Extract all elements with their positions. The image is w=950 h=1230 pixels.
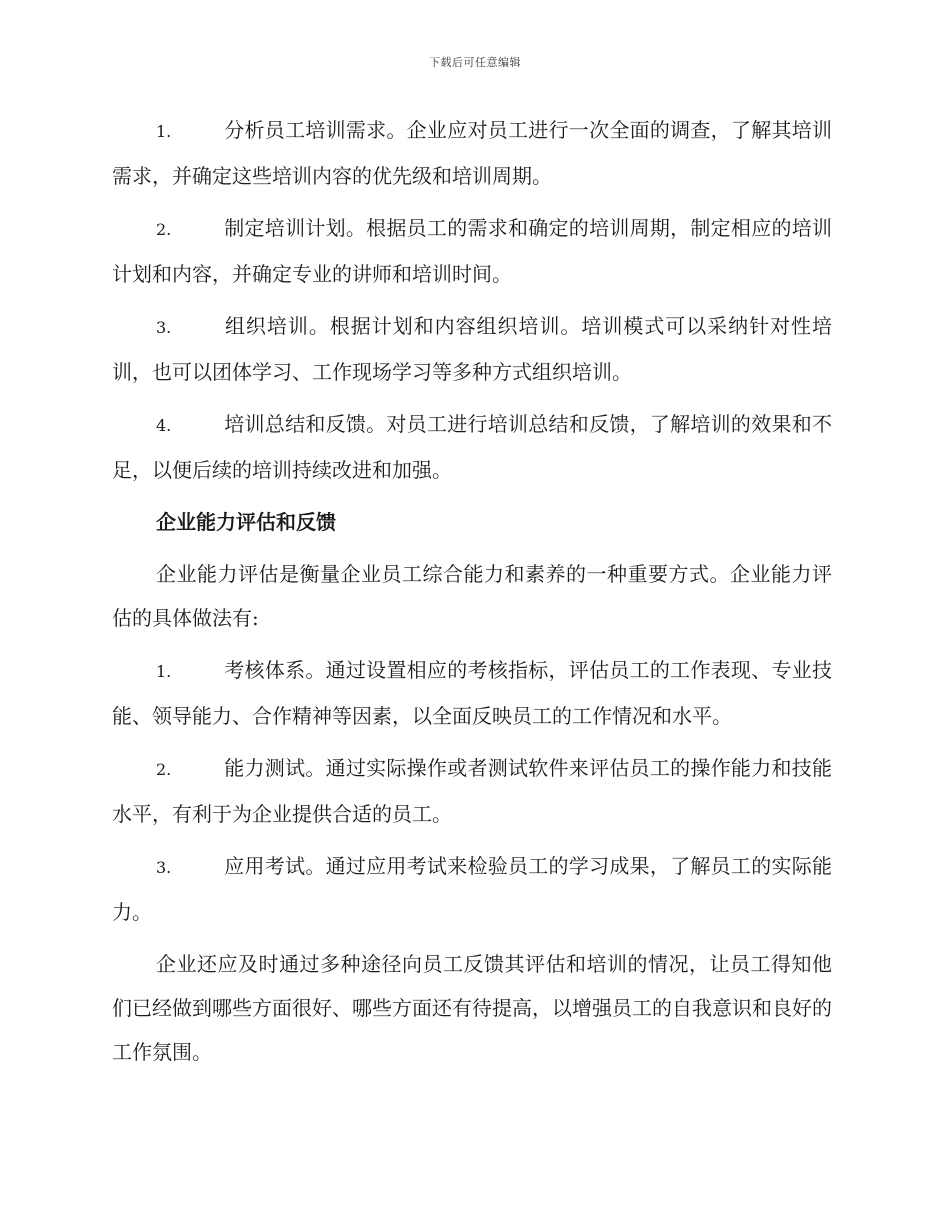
list-number: 1. bbox=[156, 122, 172, 141]
list-text: 组织培训。根据计划和内容组织培训。培训模式可以采纳针对性培训，也可以团体学习、工作现场学习等多种方式组织培训。 bbox=[112, 314, 832, 384]
section-heading: 企业能力评估和反馈 bbox=[156, 510, 336, 534]
evaluation-item-2 bbox=[112, 746, 832, 836]
list-text: 能力测试。通过实际操作或者测试软件来评估员工的操作能力和技能水平，有利于为企业提供合适的员工。 bbox=[112, 756, 832, 826]
list-text: 应用考试。通过应用考试来检验员工的学习成果，了解员工的实际能力。 bbox=[112, 854, 832, 924]
list-number: 2. bbox=[156, 220, 172, 239]
training-step-4 bbox=[112, 402, 832, 492]
training-step-2 bbox=[112, 206, 832, 296]
list-text: 考核体系。通过设置相应的考核指标，评估员工的工作表现、专业技能、领导能力、合作精神等因素，以全面反映员工的工作情况和水平。 bbox=[112, 658, 832, 728]
evaluation-item-3 bbox=[112, 844, 832, 934]
training-step-1 bbox=[112, 108, 832, 198]
evaluation-item-1 bbox=[112, 648, 832, 738]
training-step-3 bbox=[112, 304, 832, 394]
list-number: 3. bbox=[156, 858, 172, 877]
list-number: 1. bbox=[156, 662, 172, 681]
list-number: 4. bbox=[156, 416, 172, 435]
list-number: 2. bbox=[156, 760, 172, 779]
list-number: 3. bbox=[156, 318, 172, 337]
list-text: 分析员工培训需求。企业应对员工进行一次全面的调查，了解其培训需求，并确定这些培训内容的优先级和培训周期。 bbox=[112, 118, 832, 188]
document-body bbox=[112, 108, 832, 1082]
closing-paragraph: 企业还应及时通过多种途径向员工反馈其评估和培训的情况，让员工得知他们已经做到哪些方面很好、哪些方面还有待提高，以增强员工的自我意识和良好的工作氛围。 bbox=[112, 952, 832, 1064]
header-note: 下载后可任意编辑 bbox=[429, 56, 521, 69]
list-text: 制定培训计划。根据员工的需求和确定的培训周期，制定相应的培训计划和内容，并确定专业的讲师和培训时间。 bbox=[112, 216, 832, 286]
list-text: 培训总结和反馈。对员工进行培训总结和反馈，了解培训的效果和不足，以便后续的培训持续改进和加强。 bbox=[112, 412, 832, 482]
section-intro: 企业能力评估是衡量企业员工综合能力和素养的一种重要方式。企业能力评估的具体做法有: bbox=[112, 562, 832, 630]
